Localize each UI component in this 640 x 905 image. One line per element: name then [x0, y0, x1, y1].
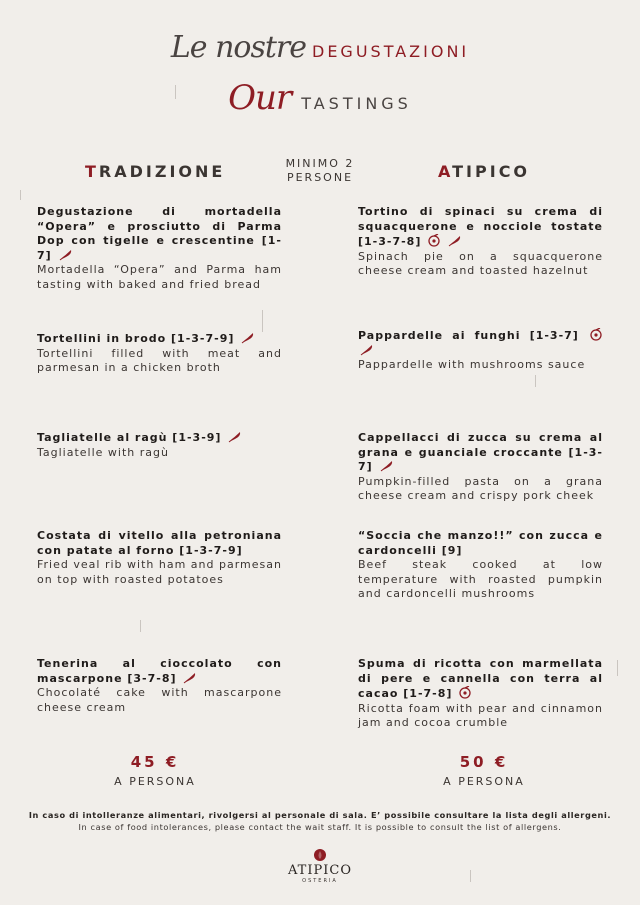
- feather-icon: [360, 344, 374, 356]
- dish-tradizione-1: [37, 205, 282, 292]
- feather-icon: [448, 235, 462, 247]
- dish-tradizione-4: [37, 529, 282, 587]
- price-unit: A PERSONA: [443, 775, 525, 788]
- price-amount: 50 €: [459, 753, 509, 771]
- allergen-note-english: In case of food intolerances, please contact the wait staff. It is possible to consult the list of allergens.: [78, 822, 562, 832]
- dish-atipico-3: [358, 431, 603, 504]
- logo-name: ATIPICO: [288, 863, 352, 878]
- atipico-logo: [280, 848, 360, 884]
- feather-icon: [183, 672, 197, 684]
- dish-english-description: Spinach pie on a squacquerone cheese cream and toasted hazelnut: [358, 249, 603, 277]
- paper-fleck: [140, 620, 141, 632]
- pepper-icon: [590, 328, 603, 341]
- dish-italian-name: Tortino di spinaci su crema di squacquerone e nocciole tostate [1-3-7-8]: [358, 205, 603, 248]
- dish-italian-name: Pappardelle ai funghi [1-3-7]: [358, 329, 579, 342]
- dish-italian-name: Cappellacci di zucca su crema al grana e guanciale croccante [1-3-7]: [358, 431, 603, 473]
- feather-icon: [59, 249, 73, 261]
- price-amount: 45 €: [130, 753, 180, 771]
- minimum-line-2: PERSONE: [286, 171, 354, 184]
- feather-icon: [380, 460, 394, 472]
- dish-italian-name: “Soccia che manzo!!” con zucca e cardoncelli [9]: [358, 529, 603, 557]
- pepper-icon: [428, 234, 441, 247]
- dish-tradizione-2: [37, 332, 282, 376]
- price-unit: A PERSONA: [114, 775, 196, 788]
- header-script-le-nostre: Le nostre: [170, 30, 306, 65]
- price-tradizione: [75, 753, 235, 788]
- header-tastings: TASTINGS: [301, 94, 412, 113]
- minimum-persons-note: [270, 157, 370, 185]
- dish-atipico-5: [358, 657, 603, 731]
- paper-fleck: [262, 310, 263, 332]
- dish-english-description: Fried veal rib with ham and parmesan on top with roasted potatoes: [37, 558, 282, 586]
- header-degustazioni: DEGUSTAZIONI: [312, 42, 470, 61]
- dish-italian-name: Spuma di ricotta con marmellata di pere e cannella con terra al cacao [1-7-8]: [358, 657, 603, 700]
- dish-italian-name: Tagliatelle al ragù [1-3-9]: [37, 431, 222, 444]
- column-title-tradizione: [85, 162, 225, 181]
- allergen-note-italian: In caso di intolleranze alimentari, rivolgersi al personale di sala. E’ possibile consultare la lista degli allergeni.: [28, 810, 612, 820]
- minimum-line-1: MINIMO 2: [285, 157, 355, 170]
- dish-english-description: Chocolaté cake with mascarpone cheese cream: [37, 686, 282, 714]
- logo-drop-icon: [313, 848, 327, 862]
- dish-english-description: Tortellini filled with meat and parmesan in a chicken broth: [37, 346, 282, 374]
- dish-atipico-1: [358, 205, 603, 279]
- dish-english-description: Pappardelle with mushrooms sauce: [358, 358, 586, 371]
- title-rest: TIPICO: [452, 162, 531, 181]
- paper-fleck: [617, 660, 618, 676]
- dish-english-description: Beef steak cooked at low temperature with roasted pumpkin and cardoncelli mushrooms: [358, 558, 603, 600]
- feather-icon: [241, 332, 255, 344]
- pepper-icon: [459, 686, 472, 699]
- dish-english-description: Mortadella “Opera” and Parma ham tasting with baked and fried bread: [37, 263, 282, 291]
- dish-italian-name: Tortellini in brodo [1-3-7-9]: [37, 332, 235, 345]
- paper-fleck: [20, 190, 21, 200]
- dish-italian-name: Costata di vitello alla petroniana con patate al forno [1-3-7-9]: [37, 529, 282, 557]
- header-line-2: [0, 78, 640, 118]
- header-script-our: Our: [228, 78, 292, 118]
- feather-icon: [228, 431, 242, 443]
- dish-tradizione-3: [37, 431, 282, 460]
- dish-italian-name: Degustazione di mortadella “Opera” e prosciutto di Parma Dop con tigelle e crescentine [1-7]: [37, 205, 282, 262]
- paper-fleck: [470, 870, 471, 882]
- dish-atipico-2: [358, 328, 603, 373]
- price-atipico: [404, 753, 564, 788]
- title-initial: A: [438, 162, 453, 181]
- dish-english-description: Ricotta foam with pear and cinnamon jam and cocoa crumble: [358, 701, 603, 729]
- dish-english-description: Pumpkin-filled pasta on a grana cheese cream and crispy pork cheek: [358, 474, 603, 502]
- dish-english-description: Tagliatelle with ragù: [37, 445, 169, 459]
- paper-fleck: [535, 375, 536, 387]
- header-line-1: [0, 30, 640, 65]
- dish-tradizione-5: [37, 657, 282, 715]
- title-rest: RADIZIONE: [98, 162, 226, 181]
- logo-subtitle: OSTERIA: [302, 878, 338, 884]
- dish-atipico-4: [358, 529, 603, 602]
- dish-italian-name: Tenerina al cioccolato con mascarpone [3-7-8]: [37, 657, 282, 685]
- title-initial: T: [85, 162, 99, 181]
- column-title-atipico: [438, 162, 530, 181]
